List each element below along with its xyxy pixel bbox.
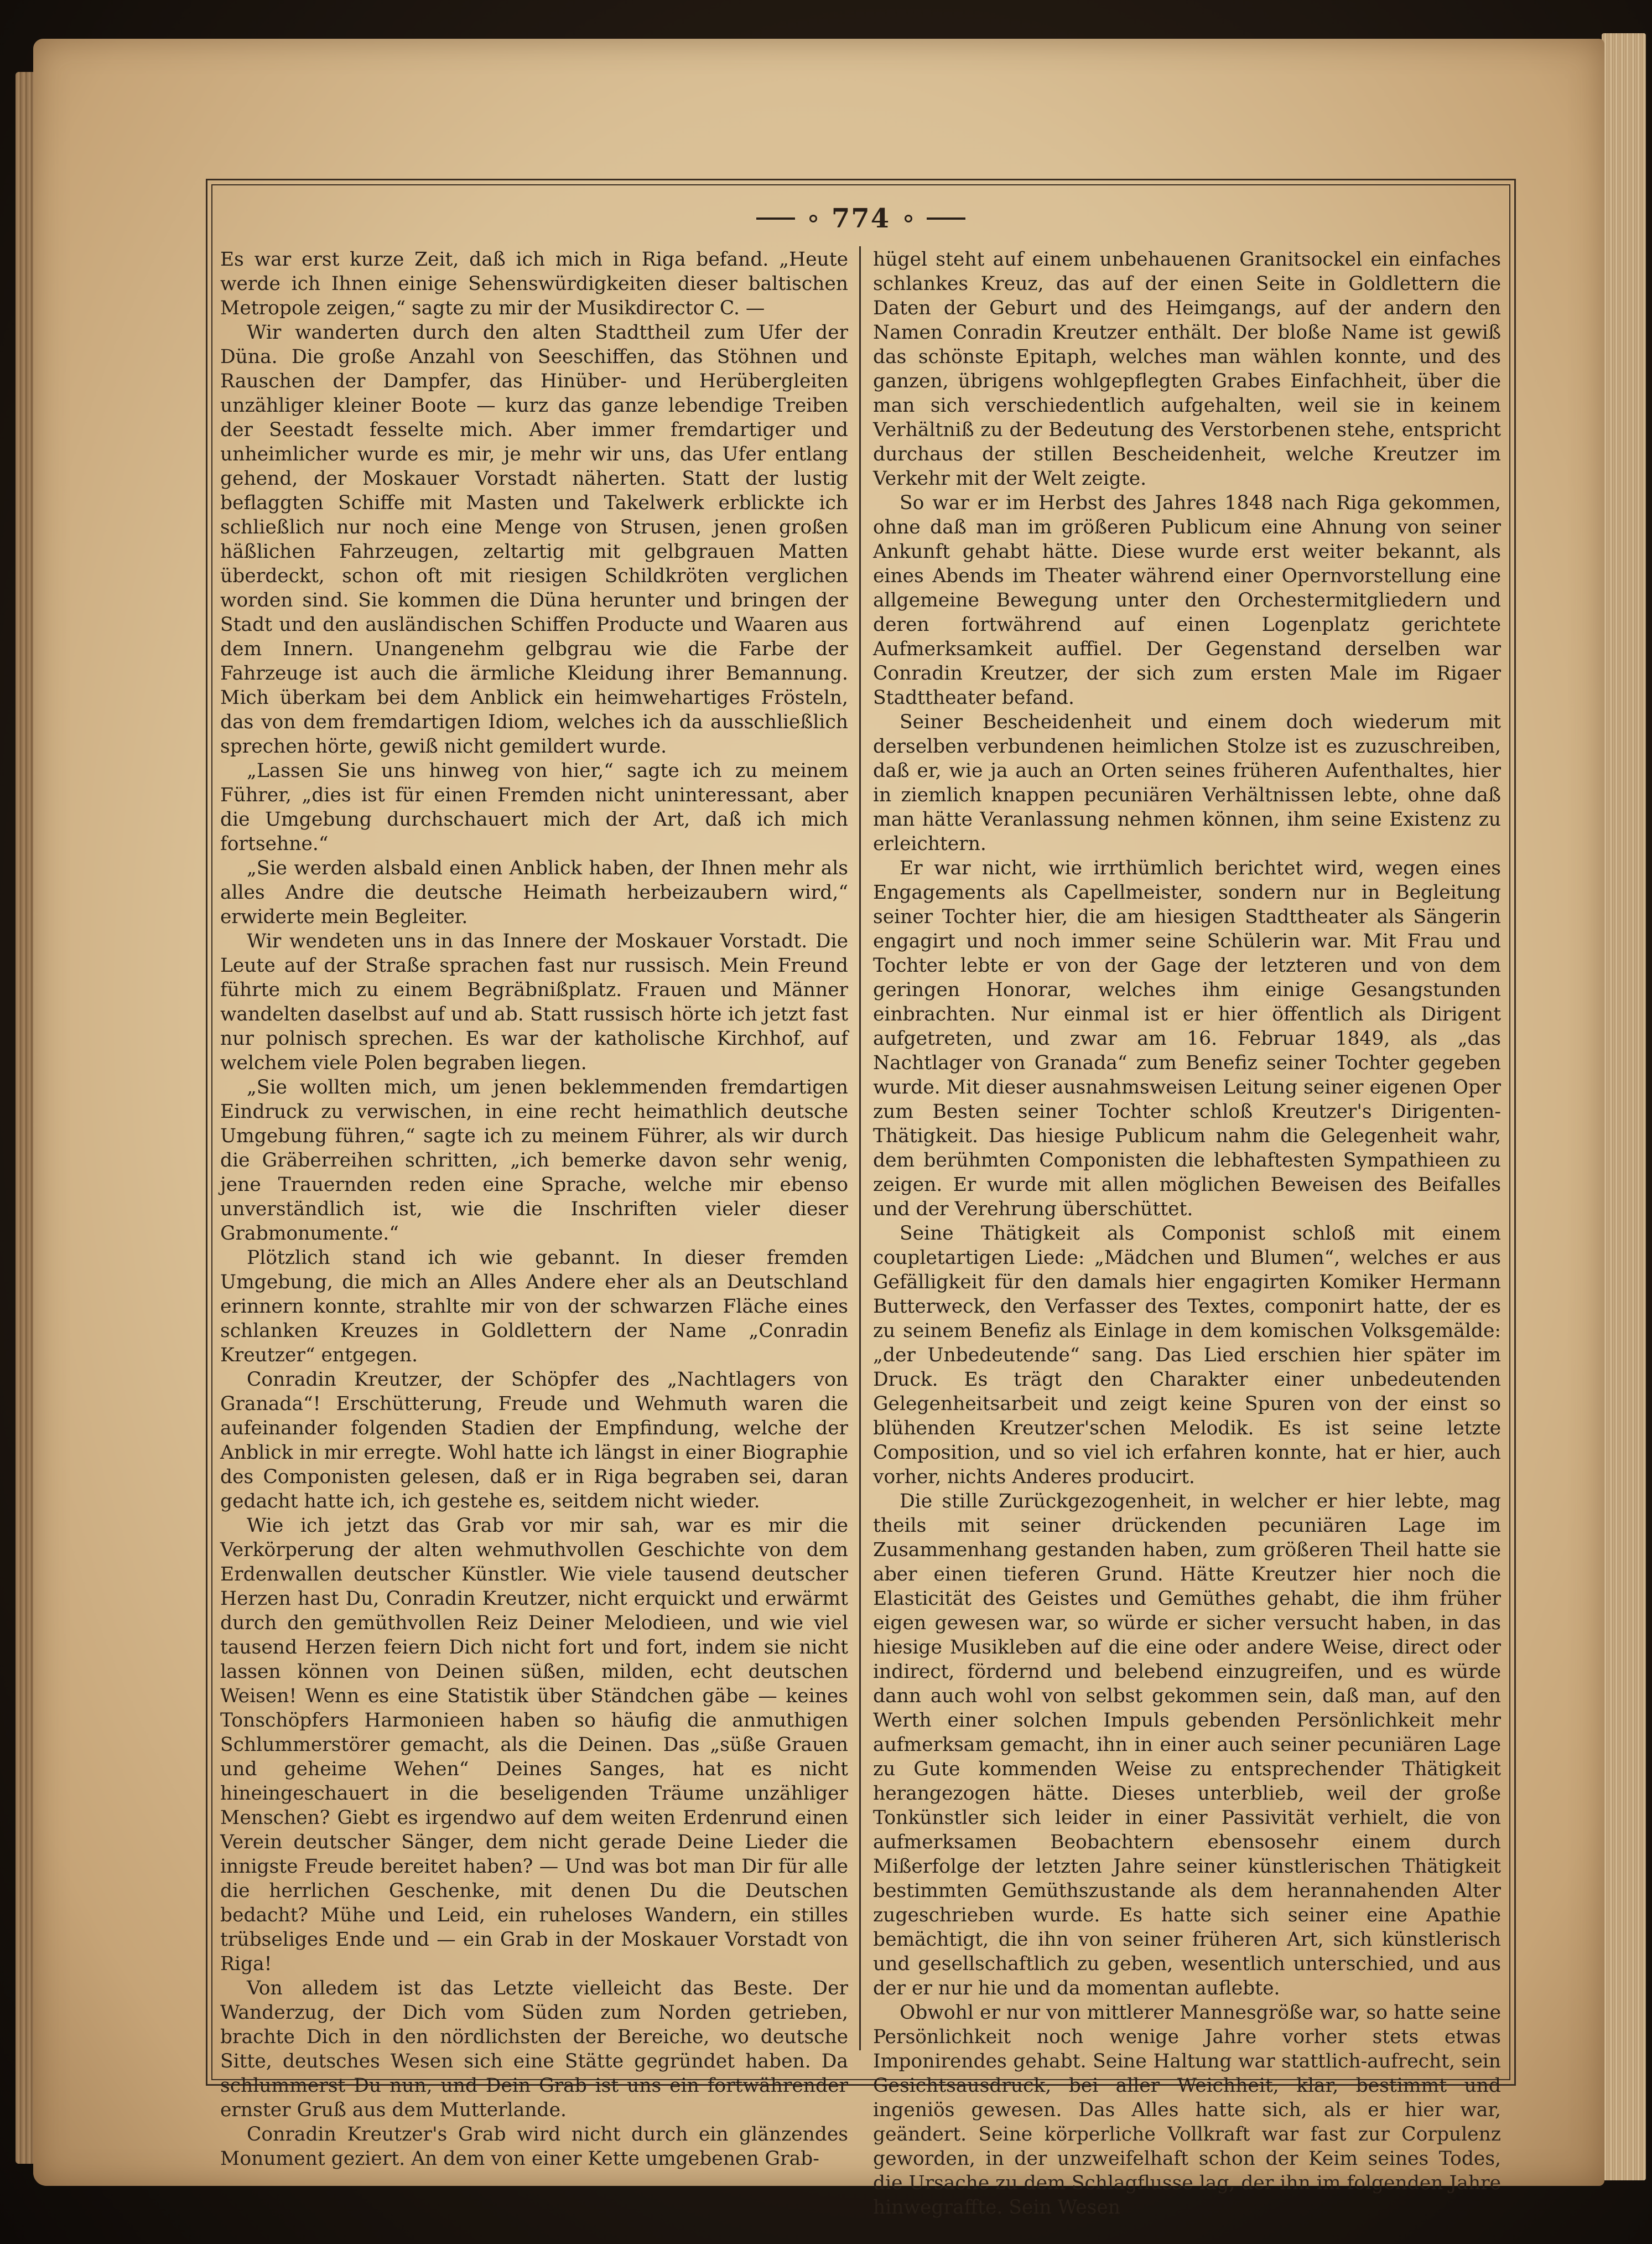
- paragraph: Von alledem ist das Letzte vielleicht das Beste. Der Wanderzug, der Dich vom Süden zum Norden getrieben, brachte Dich in den nördlichsten der Bereiche, wo deutsche Sitte, deutsches Wesen sich eine Stätte gegründet haben. Da schlummerst Du nun, und Dein Grab ist uns ein fortwährender ernster Gruß aus dem Mutterlande.: [220, 1977, 848, 2121]
- page-number: 774: [831, 203, 891, 234]
- header-rule-left: [756, 217, 795, 220]
- book-right-page-edges: [1602, 33, 1646, 2180]
- paragraph: hügel steht auf einem unbehauenen Granitsockel ein einfaches schlankes Kreuz, das auf der einen Seite in Goldlettern die Daten der Geburt und des Heimgangs, auf der andern den Namen Conradin Kreutzer enthält. Der bloße Name ist gewiß das schönste Epitaph, welches man wählen konnte, und des ganzen, übrigens wohlgepflegten Grabes Einfachheit, über die man sich verschiedentlich aufgehalten, weil sie in keinem Verhältniß zu der Bedeutung des Verstorbenen stehe, entspricht durchaus der stillen Bescheidenheit, welche Kreutzer im Verkehr mit der Welt zeigte.: [873, 248, 1501, 490]
- right-text-column: [873, 247, 1501, 2219]
- column-divider: [859, 246, 861, 2050]
- paragraph: „Sie werden alsbald einen Anblick haben, der Ihnen mehr als alles Andre die deutsche Heimath herbeizaubern wird,“ erwiderte mein Begleiter.: [220, 857, 848, 928]
- paragraph: Es war erst kurze Zeit, daß ich mich in Riga befand. „Heute werde ich Ihnen einige Sehenswürdigkeiten dieser baltischen Metropole zeigen,“ sagte zu mir der Musikdirector C. —: [220, 248, 848, 319]
- header-ornament-right: [905, 215, 912, 222]
- paragraph: Die stille Zurückgezogenheit, in welcher er hier lebte, mag theils mit seiner drückenden pecuniären Lage im Zusammenhang gestanden haben, zum größeren Theil hatte sie aber einen tieferen Grund. Hätte Kreutzer hier noch die Elasticität des Geistes und Gemüthes gehabt, die ihm früher eigen gewesen war, so würde er sicher versucht haben, in das hiesige Musikleben auf die eine oder andere Weise, direct oder indirect, fördernd und belebend einzugreifen, und es würde dann auch wohl von selbst gekommen sein, daß man, auf den Werth einer solchen Impuls gebenden Persönlichkeit mehr aufmerksam gemacht, ihn in einer auch seiner pecuniären Lage zu Gute kommenden Weise zu entsprechender Thätigkeit herangezogen hätte. Dieses unterblieb, weil der große Tonkünstler sich leider in einer Passivität verhielt, die von aufmerksamen Beobachtern ebensosehr einem durch Mißerfolge der letzten Jahre seiner künstlerischen Thätigkeit bestimmten Gemüthszustande als dem herannahenden Alter zugeschrieben wurde. Es hatte sich seiner eine Apathie bemächtigt, die ihn von seiner früheren Art, sich künstlerisch und gesellschaftlich zu geben, wesentlich unterschied, und aus der er nur hie und da momentan auflebte.: [873, 1490, 1501, 1999]
- paragraph: Conradin Kreutzer's Grab wird nicht durch ein glänzendes Monument geziert. An dem von einer Kette umgebenen Grab-: [220, 2123, 848, 2170]
- paragraph: Conradin Kreutzer, der Schöpfer des „Nachtlagers von Granada“! Erschütterung, Freude und Wehmuth waren die aufeinander folgenden Stadien der Empfindung, welche der Anblick in mir erregte. Wohl hatte ich längst in einer Biographie des Componisten gelesen, daß er in Riga begraben sei, daran gedacht hatte ich, ich gestehe es, seitdem nicht wieder.: [220, 1369, 848, 1512]
- paragraph: Wir wendeten uns in das Innere der Moskauer Vorstadt. Die Leute auf der Straße sprachen fast nur russisch. Mein Freund führte mich zu einem Begräbnißplatz. Frauen und Männer wandelten daselbst auf und ab. Statt russisch hörte ich jetzt fast nur polnisch sprechen. Es war der katholische Kirchhof, auf welchem viele Polen begraben liegen.: [220, 930, 848, 1074]
- header-rule-right: [927, 217, 965, 220]
- paragraph: Wir wanderten durch den alten Stadttheil zum Ufer der Düna. Die große Anzahl von Seeschiffen, das Stöhnen und Rauschen der Dampfer, das Hinüber- und Herübergleiten unzähliger kleiner Boote — kurz das ganze lebendige Treiben der Seestadt fesselte mich. Aber immer fremdartiger und unheimlicher wurde es mir, je mehr wir uns, das Ufer entlang gehend, der Moskauer Vorstadt näherten. Statt der lustig beflaggten Schiffe mit Masten und Takelwerk erblickte ich schließlich nur noch eine Menge von Strusen, jenen großen häßlichen Fahrzeugen, zeltartig mit gelbgrauen Matten überdeckt, schon oft mit riesigen Schildkröten verglichen worden sind. Sie kommen die Düna herunter und bringen der Stadt und den ausländischen Schiffen Producte und Waaren aus dem Innern. Unangenehm gelbgrau wie die Farbe der Fahrzeuge ist auch die ärmliche Kleidung ihrer Bemannung. Mich überkam bei dem Anblick ein heimwehartiges Frösteln, das von dem fremdartigen Idiom, welches ich da ausschließlich sprechen hörte, gewiß nicht gemildert wurde.: [220, 322, 848, 758]
- paragraph: „Lassen Sie uns hinweg von hier,“ sagte ich zu meinem Führer, „dies ist für einen Fremden nicht uninteressant, aber die Umgebung durchschauert mich der Art, daß ich mich fortsehne.“: [220, 760, 848, 855]
- paragraph: Obwohl er nur von mittlerer Mannesgröße war, so hatte seine Persönlichkeit noch wenige Jahre vorher stets etwas Imponirendes gehabt. Seine Haltung war stattlich-aufrecht, sein Gesichtsausdruck, bei aller Weichheit, klar, bestimmt und ingeniös gewesen. Das Alles hatte sich, als er hier war, geändert. Seine körperliche Vollkraft war fast zur Corpulenz geworden, in der unzweifelhaft schon der Keim seines Todes, die Ursache zu dem Schlagflusse lag, der ihn im folgenden Jahre hinwegraffte. Sein Wesen: [873, 2002, 1501, 2219]
- header-ornament-left: [809, 215, 817, 222]
- paragraph: Seine Thätigkeit als Componist schloß mit einem coupletartigen Liede: „Mädchen und Blumen“, welches er aus Gefälligkeit für den damals hier engagirten Komiker Hermann Butterweck, den Verfasser des Textes, componirt hatte, der es zu seinem Benefiz als Einlage in dem komischen Volksgemälde: „der Unbedeutende“ sang. Das Lied erschien hier später im Druck. Es trägt den Charakter einer unbedeutenden Gelegenheitsarbeit und zeigt keine Spuren von der einst so blühenden Kreutzer'schen Melodik. Es ist seine letzte Composition, und so viel ich erfahren konnte, hat er hier, auch vorher, nichts Anderes producirt.: [873, 1222, 1501, 1488]
- paragraph: So war er im Herbst des Jahres 1848 nach Riga gekommen, ohne daß man im größeren Publicum eine Ahnung von seiner Ankunft gehabt hätte. Diese wurde erst weiter bekannt, als eines Abends im Theater während einer Opernvorstellung eine allgemeine Bewegung unter den Orchestermitgliedern und deren fortwährend auf einen Logenplatz gerichtete Aufmerksamkeit auffiel. Der Gegenstand derselben war Conradin Kreutzer, der sich zum ersten Male im Rigaer Stadttheater befand.: [873, 492, 1501, 709]
- page-header: [211, 194, 1510, 243]
- paragraph: „Sie wollten mich, um jenen beklemmenden fremdartigen Eindruck zu verwischen, in eine recht heimathlich deutsche Umgebung führen,“ sagte ich zu meinem Führer, als wir durch die Gräberreihen schritten, „ich bemerke davon sehr wenig, jene Trauernden reden eine Sprache, welche mir ebenso unverständlich ist, wie die Inschriften vieler dieser Grabmonumente.“: [220, 1076, 848, 1245]
- paragraph: Plötzlich stand ich wie gebannt. In dieser fremden Umgebung, die mich an Alles Andere eher als an Deutschland erinnern konnte, strahlte mir von der schwarzen Fläche eines schlanken Kreuzes in Goldlettern der Name „Conradin Kreutzer“ entgegen.: [220, 1247, 848, 1366]
- left-text-column: [220, 247, 848, 2170]
- paragraph: Seiner Bescheidenheit und einem doch wiederum mit derselben verbundenen heimlichen Stolze ist es zuzuschreiben, daß er, wie ja auch an Orten seines früheren Aufenthaltes, hier in ziemlich knappen pecuniären Verhältnissen lebte, ohne daß man hätte Veranlassung nehmen können, ihm seine Existenz zu erleichtern.: [873, 711, 1501, 855]
- paragraph: Er war nicht, wie irrthümlich berichtet wird, wegen eines Engagements als Capellmeister, sondern nur in Begleitung seiner Tochter hier, die am hiesigen Stadttheater als Sängerin engagirt und noch immer seine Schülerin war. Mit Frau und Tochter lebte er von der Gage der letzteren und von dem geringen Honorar, welches ihm einige Gesangstunden einbrachten. Nur einmal ist er hier öffentlich als Dirigent aufgetreten, und zwar am 16. Februar 1849, als „das Nachtlager von Granada“ zum Benefiz seiner Tochter gegeben wurde. Mit dieser ausnahmsweisen Leitung seiner eigenen Oper zum Besten seiner Tochter schloß Kreutzer's Dirigenten-Thätigkeit. Das hiesige Publicum nahm die Gelegenheit wahr, dem berühmten Componisten die lebhaftesten Sympathieen zu zeigen. Er wurde mit allen möglichen Beweisen des Beifalles und der Verehrung überschüttet.: [873, 857, 1501, 1220]
- paragraph: Wie ich jetzt das Grab vor mir sah, war es mir die Verkörperung der alten wehmuthvollen Geschichte von dem Erdenwallen deutscher Künstler. Wie viele tausend deutscher Herzen hast Du, Conradin Kreutzer, nicht erquickt und erwärmt durch den gemüthvollen Reiz Deiner Melodieen, und wie viel tausend Herzen feiern Dich nicht fort und fort, indem sie nicht lassen können von Deinen süßen, milden, echt deutschen Weisen! Wenn es eine Statistik über Ständchen gäbe — keines Tonschöpfers Harmonieen haben so häufig die anmuthigen Schlummerstörer gemacht, als die Deinen. Das „süße Grauen und geheime Wehen“ Deines Sanges, hat es nicht hineingeschauert in die beseligenden Träume unzähliger Menschen? Giebt es irgendwo auf dem weiten Erdenrund einen Verein deutscher Sänger, dem nicht gerade Deine Lieder die innigste Freude bereitet haben? — Und was bot man Dir für alle die herrlichen Geschenke, mit denen Du die Deutschen bedacht? Mühe und Leid, ein ruheloses Wandern, ein stilles trübseliges Ende und — ein Grab in der Moskauer Vorstadt von Riga!: [220, 1515, 848, 1975]
